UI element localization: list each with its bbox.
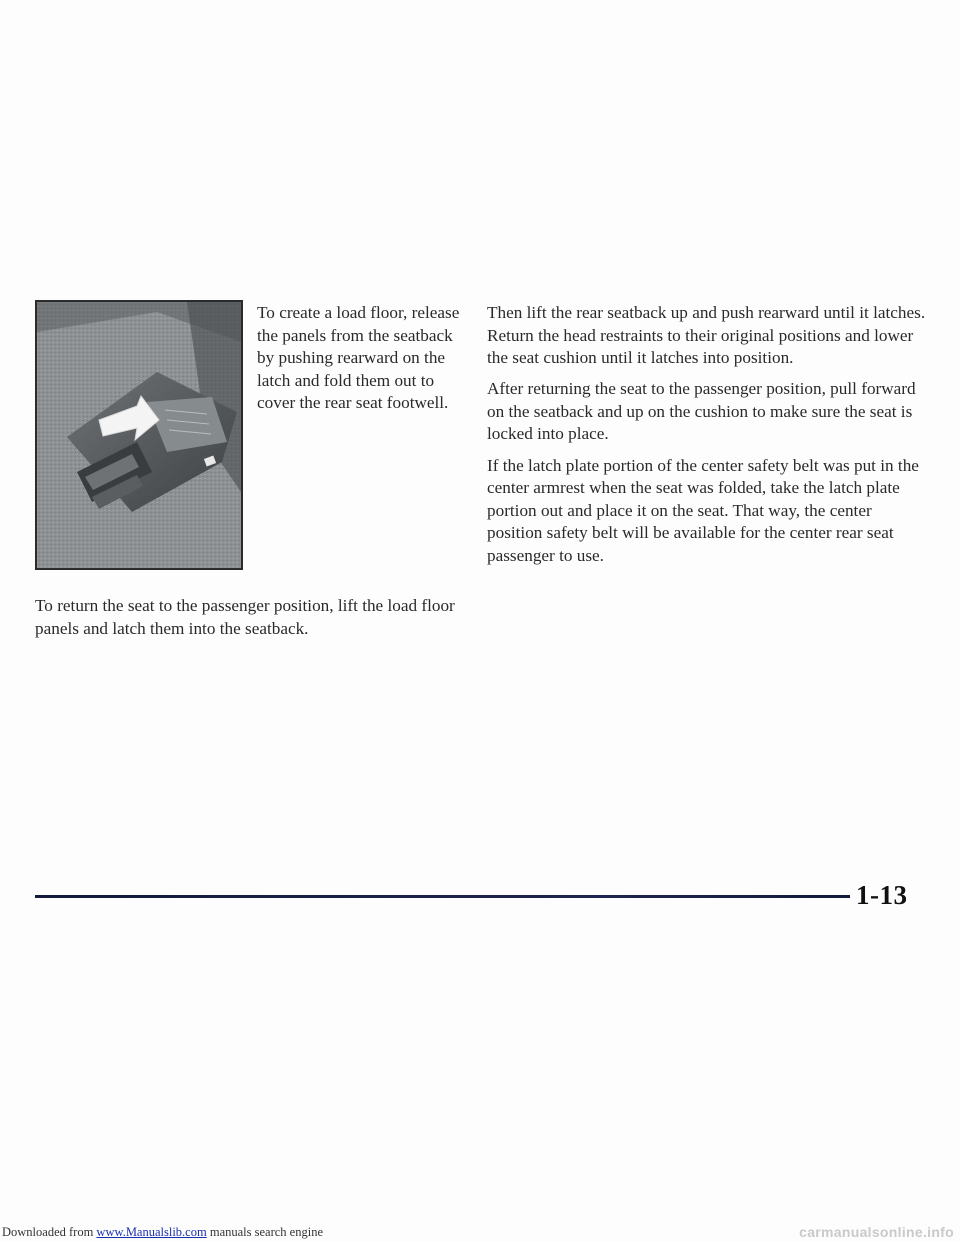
load-floor-instructions <box>257 302 462 415</box>
intro-paragraph: To create a load floor, release the panels from the seatback by pushing rearward on the latch and fold them out to cover the rear seat footwell. <box>257 303 460 413</box>
paragraph-lock-check: After returning the seat to the passenger position, pull forward on the seatback and up on the cushion to make sure the seat is locked into place. <box>487 379 916 444</box>
paragraph-latch-plate: If the latch plate portion of the center safety belt was put in the center armrest when the seat was folded, take the latch plate portion out and place it on the seat. That way, the center position safety belt will be available for the center rear seat passenger to use. <box>487 455 919 565</box>
right-column <box>487 302 927 568</box>
paragraph-seatback: Then lift the rear seatback up and push rearward until it latches. Return the head restraints to their original positions and lower the seat cushion until it latches into position. <box>487 303 926 368</box>
return-seat-instructions <box>35 595 465 640</box>
manualslib-link[interactable]: www.Manualslib.com <box>96 1225 207 1239</box>
return-paragraph: To return the seat to the passenger position, lift the load floor panels and latch them into the seatback. <box>35 596 455 638</box>
download-footer <box>0 1224 960 1242</box>
footer-rule <box>35 895 850 898</box>
footer-suffix: manuals search engine <box>209 1225 323 1239</box>
page-number: 1-13 <box>856 880 908 910</box>
seat-latch-illustration <box>35 300 243 570</box>
footer-prefix: Downloaded from <box>2 1225 94 1239</box>
photo-icon <box>37 302 241 568</box>
footer-source <box>2 1225 323 1240</box>
watermark: carmanualsonline.info <box>799 1224 954 1240</box>
